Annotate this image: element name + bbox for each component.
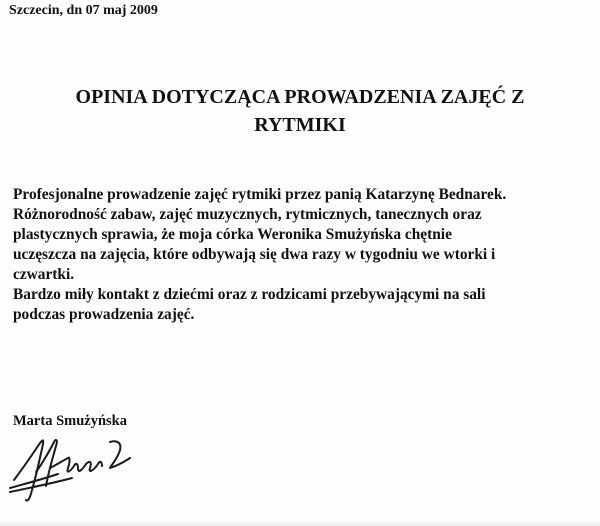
body-line: czwartki. [13, 266, 75, 283]
body-line: Profesjonalne prowadzenie zajęć rytmiki przez panią Katarzynę Bednarek. [13, 186, 507, 203]
document-body [13, 185, 598, 325]
title-line-1: OPINIA DOTYCZĄCA PROWADZENIA ZAJĘĆ Z [75, 86, 525, 108]
place-date: Szczecin, dn 07 maj 2009 [9, 3, 158, 18]
handwritten-signature-icon [6, 428, 146, 508]
title-line-2: RYTMIKI [254, 114, 346, 136]
body-line: uczęszcza na zajęcia, które odbywają się dwa razy w tygodniu we wtorki i [13, 246, 496, 263]
body-line: plastycznych sprawia, że moja córka Weronika Smużyńska chętnie [13, 226, 452, 243]
body-line: podczas prowadzenia zajęć. [13, 306, 195, 323]
signer-name: Marta Smużyńska [13, 413, 127, 429]
body-line: Różnorodność zabaw, zajęć muzycznych, rytmicznych, tanecznych oraz [13, 206, 482, 223]
document-title [0, 83, 600, 139]
scan-edge-shadow [0, 520, 600, 526]
body-line: Bardzo miły kontakt z dziećmi oraz z rodzicami przebywającymi na sali [13, 286, 486, 303]
